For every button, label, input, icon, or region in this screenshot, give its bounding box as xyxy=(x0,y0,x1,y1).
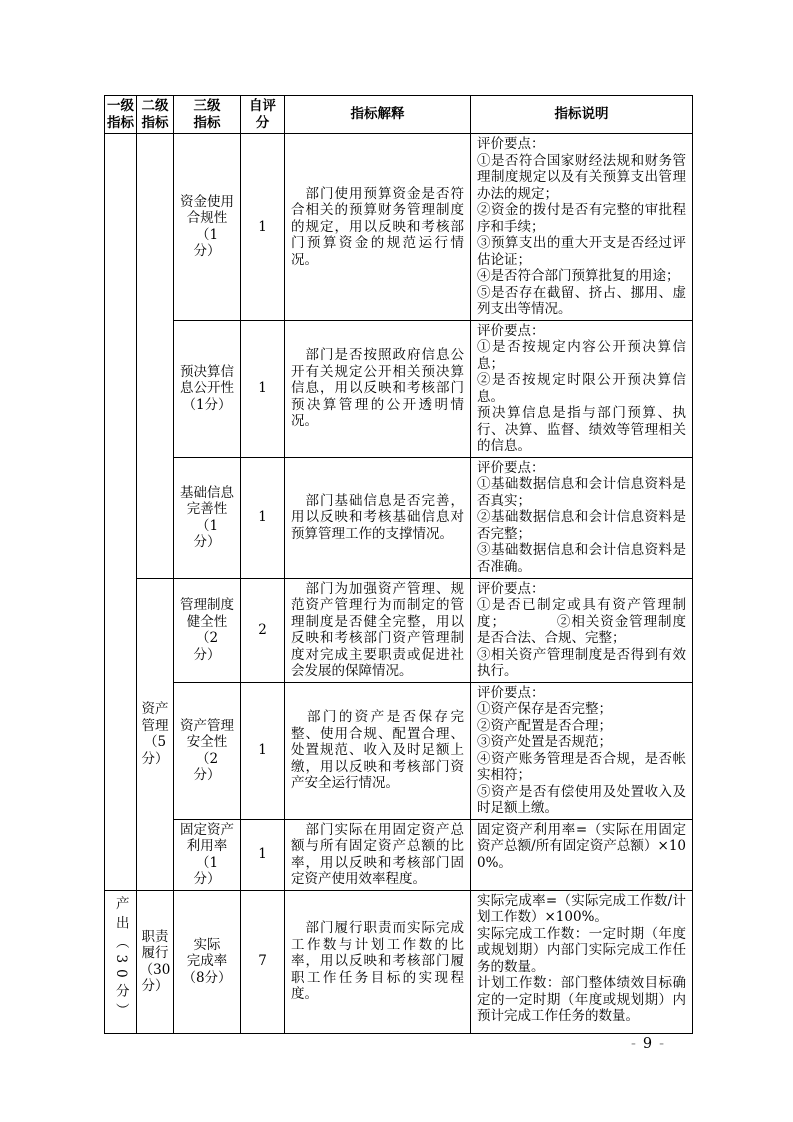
indicator-explanation: 部门使用预算资金是否符合相关的预算财务管理制度的规定，用以反映和考核部门预算资金的规范运行情况。 xyxy=(285,134,471,321)
indicator-description: 评价要点： ①是否已制定或具有资产管理制度； ②相关资金管理制度是否合法、合规、完整； ③相关资产管理制度是否得到有效执行。 xyxy=(471,578,693,682)
level2-cell-asset-management: 资产 管理（5 分） xyxy=(137,578,174,890)
indicator-explanation: 部门的资产是否保存完整、使用合规、配置合理、处置规范、收入及时足额上缴，用以反映和考核部门资产安全运行情况。 xyxy=(285,682,471,819)
level2-cell-continued xyxy=(137,134,174,579)
indicator-explanation: 部门基础信息是否完善，用以反映和考核基础信息对预算管理工作的支撑情况。 xyxy=(285,457,471,578)
header-level2-indicator: 二级 指标 xyxy=(137,96,174,134)
indicator-description: 评价要点： ①资产保存是否完整； ②资产配置是否合理； ③资产处置是否规范； ④资产账务管理是否合规，是否帐实相符； ⑤资产是否有偿使用及处置收入及时足额上缴。 xyxy=(471,682,693,819)
self-score-value: 1 xyxy=(241,819,285,890)
level3-indicator-name: 基础信息 完善性（1 分） xyxy=(174,457,241,578)
table-header-row xyxy=(105,96,693,134)
indicator-description: 评价要点： ①基础数据信息和会计信息资料是否真实； ②基础数据信息和会计信息资料是否完整； ③基础数据信息和会计信息资料是否准确。 xyxy=(471,457,693,578)
self-score-value: 1 xyxy=(241,134,285,321)
table-row xyxy=(105,134,693,321)
page-number-dash-left: - xyxy=(631,1036,636,1052)
level3-indicator-name: 管理制度 健全性（2 分） xyxy=(174,578,241,682)
indicator-explanation: 部门为加强资产管理、规范资产管理行为而制定的管理制度是否健全完整，用以反映和考核部门资产管理制度对完成主要职责或促进社会发展的保障情况。 xyxy=(285,578,471,682)
page-number xyxy=(624,1036,671,1052)
header-self-score: 自评 分 xyxy=(241,96,285,134)
header-explanation: 指标解释 xyxy=(285,96,471,134)
table-row xyxy=(105,682,693,819)
table-row xyxy=(105,320,693,457)
indicator-table xyxy=(104,95,693,1034)
page-number-dash-right: - xyxy=(659,1036,665,1052)
level1-cell-continued xyxy=(105,134,137,891)
level1-output-label: 产出（30分） xyxy=(112,895,129,1023)
level1-cell-output xyxy=(105,890,137,1033)
indicator-description: 实际完成率=（实际完成工作数/计划工作数）×100%。 实际完成工作数：一定时期（年度或规划期）内部门实际完成工作任务的数量。 计划工作数：部门整体绩效目标确定的一定时期（年度或规划期）内预计完成工作任务的数量。 xyxy=(471,890,693,1033)
self-score-value: 1 xyxy=(241,320,285,457)
level3-indicator-name: 预决算信 息公开性 （1分） xyxy=(174,320,241,457)
indicator-description: 评价要点： ①是否按规定内容公开预决算信息； ②是否按规定时限公开预决算信息。 预决算信息是指与部门预算、执行、决算、监督、绩效等管理相关的信息。 xyxy=(471,320,693,457)
level3-indicator-name: 资金使用 合规性（1 分） xyxy=(174,134,241,321)
page-number-value: 9 xyxy=(642,1036,653,1052)
self-score-value: 1 xyxy=(241,682,285,819)
level3-indicator-name: 固定资产 利用率（1 分） xyxy=(174,819,241,890)
header-description: 指标说明 xyxy=(471,96,693,134)
self-score-value: 2 xyxy=(241,578,285,682)
indicator-explanation: 部门是否按照政府信息公开有关规定公开相关预决算信息，用以反映和考核部门预决算管理的公开透明情况。 xyxy=(285,320,471,457)
indicator-description: 固定资产利用率=（实际在用固定资产总额/所有固定资产总额）×100%。 xyxy=(471,819,693,890)
table-row xyxy=(105,890,693,1033)
indicator-explanation: 部门履行职责而实际完成工作数与计划工作数的比率，用以反映和考核部门履职工作任务目标的实现程度。 xyxy=(285,890,471,1033)
level3-indicator-name: 实际 完成率 （8分） xyxy=(174,890,241,1033)
level3-indicator-name: 资产管理 安全性（2 分） xyxy=(174,682,241,819)
table-row xyxy=(105,457,693,578)
self-score-value: 7 xyxy=(241,890,285,1033)
table-row xyxy=(105,819,693,890)
indicator-description: 评价要点： ①是否符合国家财经法规和财务管理制度规定以及有关预算支出管理办法的规定； ②资金的拨付是否有完整的审批程序和手续； ③预算支出的重大开支是否经过评估论证； ④是否符合部门预算批复的用途； ⑤是否存在截留、挤占、挪用、虚列支出等情况。 xyxy=(471,134,693,321)
header-level3-indicator: 三级 指标 xyxy=(174,96,241,134)
self-score-value: 1 xyxy=(241,457,285,578)
header-level1-indicator: 一级 指标 xyxy=(105,96,137,134)
level2-cell-duty-performance: 职责 履行 （30 分） xyxy=(137,890,174,1033)
indicator-explanation: 部门实际在用固定资产总额与所有固定资产总额的比率，用以反映和考核部门固定资产使用效率程度。 xyxy=(285,819,471,890)
table-row xyxy=(105,578,693,682)
